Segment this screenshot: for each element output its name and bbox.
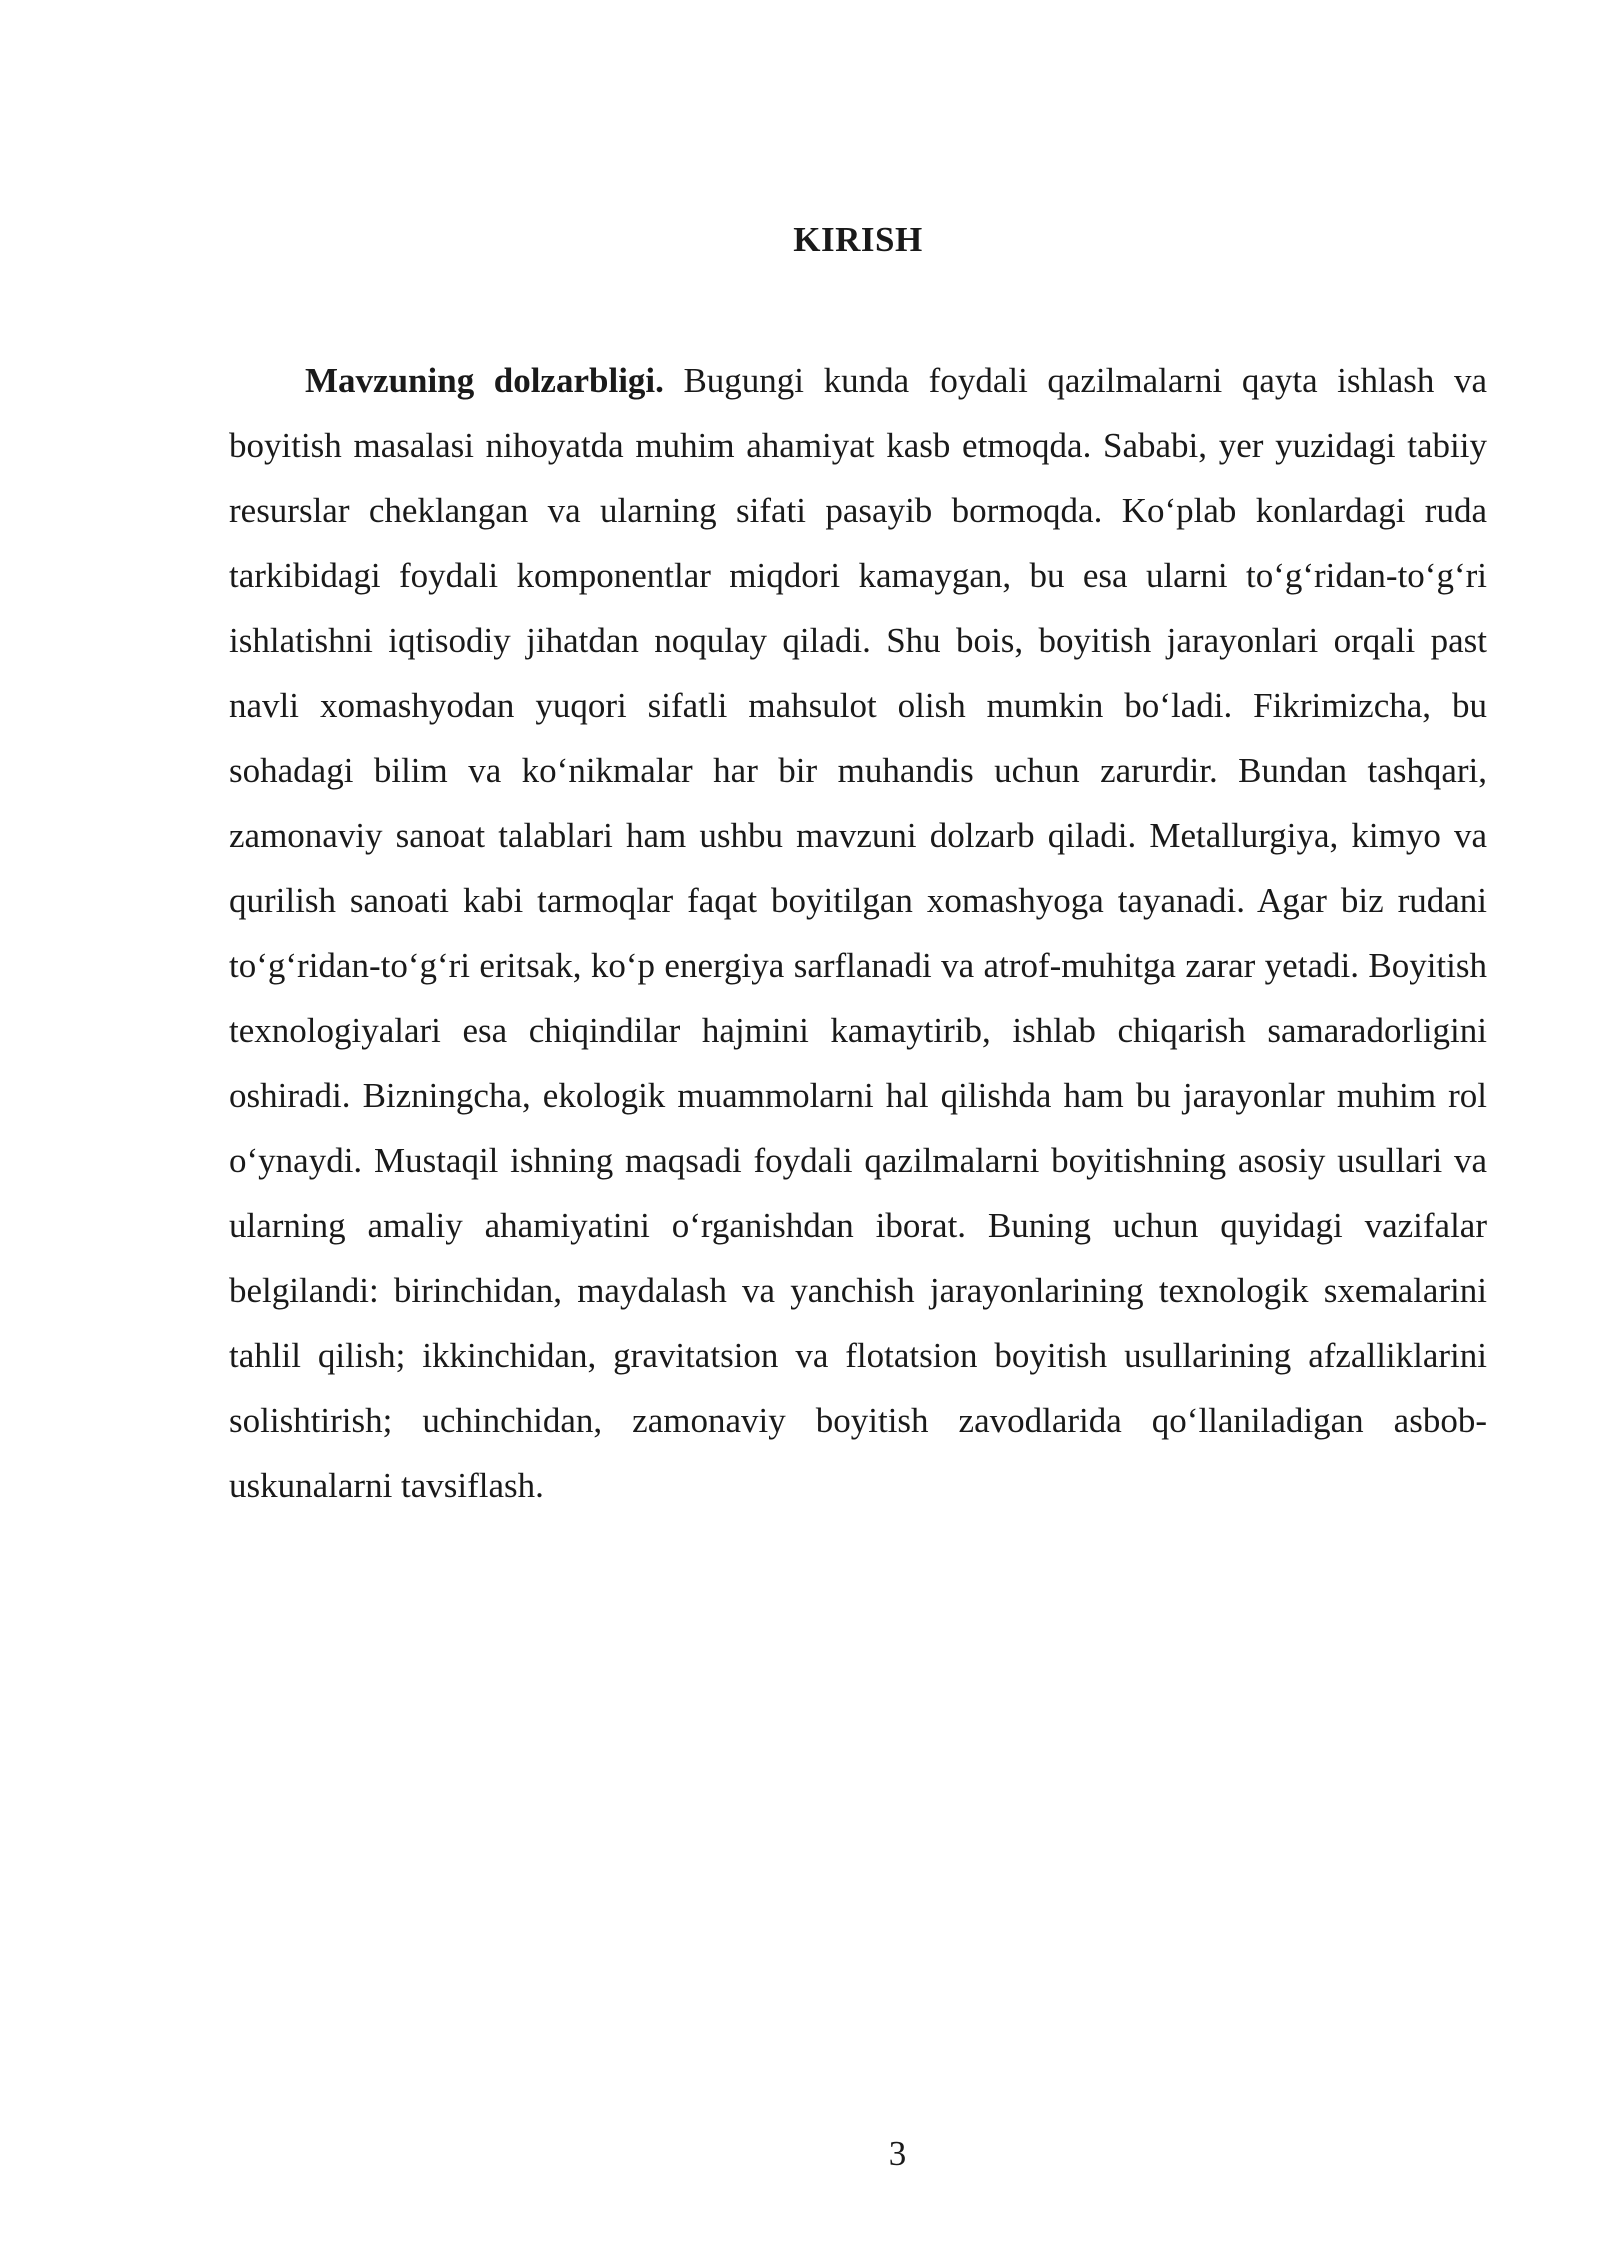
- paragraph-lead: Mavzuning dolzarbligi.: [305, 361, 664, 400]
- body-paragraph: [229, 348, 1487, 1518]
- paragraph-text: Bugungi kunda foydali qazilmalarni qayta ishlash va boyitish masalasi nihoyatda muhim ahamiyat kasb etmoqda. Sababi, yer yuzidagi tabiiy resurslar cheklangan va ularning sifati pasayib bormoqda. Ko‘plab konlardagi ruda tarkibidagi foydali komponentlar miqdori kamaygan, bu esa ularni to‘g‘ridan-to‘g‘ri ishlatishni iqtisodiy jihatdan noqulay qiladi. Shu bois, boyitish jarayonlari orqali past navli xomashyodan yuqori sifatli mahsulot olish mumkin bo‘ladi. Fikrimizcha, bu sohadagi bilim va ko‘nikmalar har bir muhandis uchun zarurdir. Bundan tashqari, zamonaviy sanoat talablari ham ushbu mavzuni dolzarb qiladi. Metallurgiya, kimyo va qurilish sanoati kabi tarmoqlar faqat boyitilgan xomashyoga tayanadi. Agar biz rudani to‘g‘ridan-to‘g‘ri eritsak, ko‘p energiya sarflanadi va atrof-muhitga zarar yetadi. Boyitish texnologiyalari esa chiqindilar hajmini kamaytirib, ishlab chiqarish samaradorligini oshiradi. Bizningcha, ekologik muammolarni hal qilishda ham bu jarayonlar muhim rol o‘ynaydi. Mustaqil ishning maqsadi foydali qazilmalarni boyitishning asosiy usullari va ularning amaliy ahamiyatini o‘rganishdan iborat. Buning uchun quyidagi vazifalar belgilandi: birinchidan, maydalash va yanchish jarayonlarining texnologik sxemalarini tahlil qilish; ikkinchidan, gravitatsion va flotatsion boyitish usullarining afzalliklarini solishtirish; uchinchidan, zamonaviy boyitish zavodlarida qo‘llaniladigan asbob-uskunalarni tavsiflash.: [229, 361, 1487, 1505]
- page-number: 3: [888, 2134, 907, 2173]
- page-title: KIRISH: [793, 220, 923, 259]
